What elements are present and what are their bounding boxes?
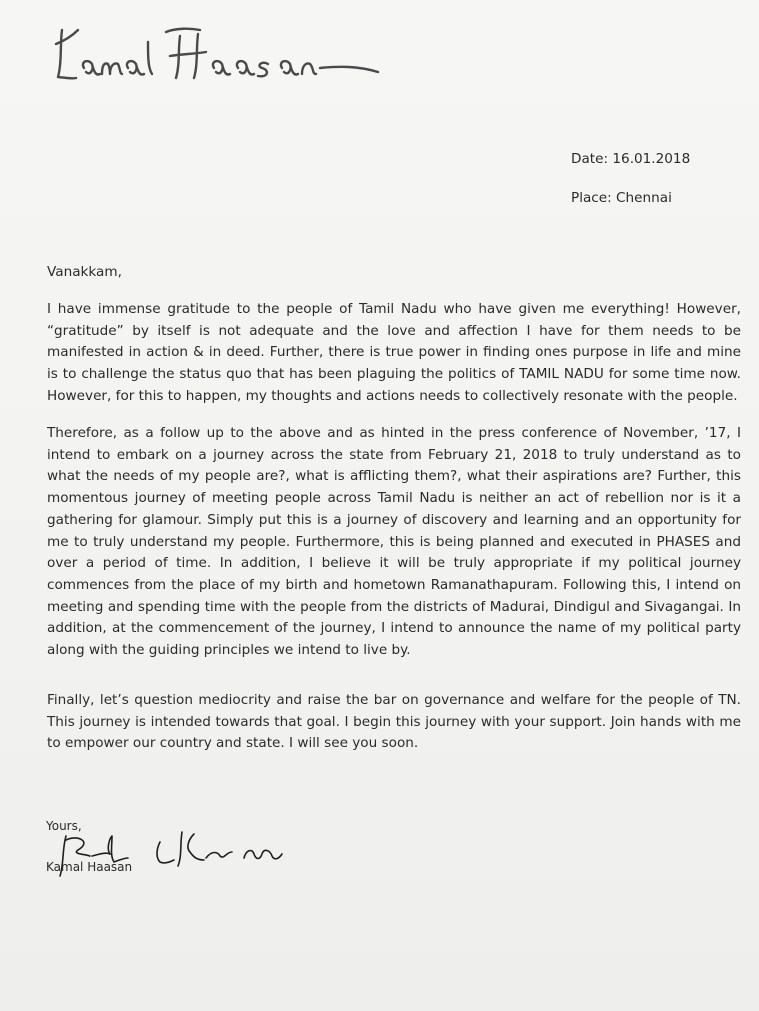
body-paragraph-1: I have immense gratitude to the people of Tamil Nadu who have given me everything! However, “gratitude” by itself is not adequate and the love and affection I have for them needs to be manifested in action & in deed. Further, there is true power in finding ones purpose in life and mine is to challenge the status quo that has been plaguing the politics of TAMIL NADU for some time now. However, for this to happen, my thoughts and actions needs to collectively resonate with the people. [47,301,741,404]
letter-date: Date: 16.01.2018 [571,151,691,167]
closing: Yours, [46,819,82,833]
letter-place: Place: Chennai [571,190,672,206]
letterhead-logo [48,22,388,92]
signer-name: Kamal Haasan [46,860,133,874]
body-paragraph-3: Finally, let’s question mediocrity and raise the bar on governance and welfare for the people of TN. This journey is intended towards that goal. I begin this journey with your support. Join hands with me to empower our country and state. I will see you soon. [47,692,741,752]
letterhead-script-mark [48,22,388,92]
handwritten-signature [48,808,308,888]
body-paragraph-2: Therefore, as a follow up to the above and as hinted in the press conference of November, ’17, I intend to embark on a journey across the state from February 21, 2018 to truly understand as to what the needs of my people are?, what is afflicting them?, what their aspirations are? Further, this momentous journey of meeting people across Tamil Nadu is neither an act of rebellion nor is it a gathering for glamour. Simply put this is a journey of discovery and learning and an opportunity for me to truly understand my people. Furthermore, this is being planned and executed in PHASES and over a period of time. In addition, I believe it will be truly appropriate if my political journey commences from the place of my birth and hometown Ramanathapuram. Following this, I intend on meeting and spending time with the people from the districts of Madurai, Dindigul and Sivagangai. In addition, at the commencement of the journey, I intend to announce the name of my political party along with the guiding principles we intend to live by. [47,425,741,659]
signature-scrawl [48,808,308,888]
salutation: Vanakkam, [47,264,122,280]
